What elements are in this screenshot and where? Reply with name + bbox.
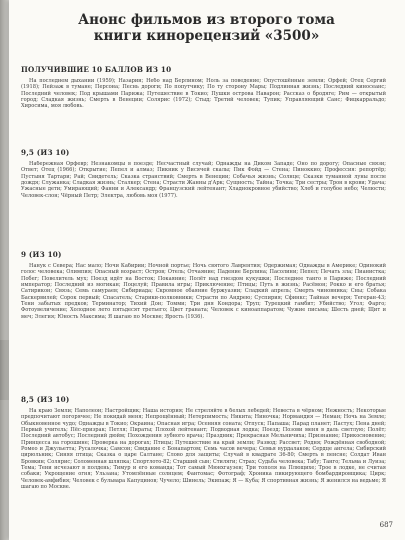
section-text-9-5: Набережная Орфевр; Незнакомцы в поезде; Несчастный случай; Однажды на Диком Западе; Оно по дорогу; Опасные связи; Ответ; Отец (1966); Открытие; Пепел и алмаз; Пикник у Висячей скалы; Пик Фойд — Стена; Пиноккио; Профессия: репортёр; Пустыня Тартари; Рай; Свидетель; Сказка странствий; Смерть в Венеции; Собачья жизнь; Солнце; Сказки туманной луны после дождя; Служанка; Сладкая жизнь; Сталкер; Стена; Страсти Жанны д'Арк; Сущность; Тайна; Точка; Три сестры; Трон в крови; Удача; Ужасные дети; Умирающий; Фанни и Александр; Французский лейтенант; Хладнокровное убийство; Хлеб и голубое небо; Челюсти; Человек-слон; Чёрный Петр; Электра, любовь моя (1977).: [21, 161, 386, 199]
section-heading-9: 9 (ИЗ 10): [21, 250, 62, 259]
section-heading-8-5: 8,5 (ИЗ 10): [21, 395, 70, 404]
section-heading-9-5: 9,5 (ИЗ 10): [21, 148, 70, 157]
section-text-9: Нанук с Севера; Нас мало; Ночи Кабирии; Ночной портье; Ночь святого Лаврентия; Одержимая; Однажды в Америке; Одинокий голос человека; Олимпия; Опасный возраст; Остров; Отель; Отчаяние; Падение Берлина; Пасолини; Пепел; Печать зла; Пианистка; Побег; Повелитель мух; Поезд идёт на Восток; Покаяние; Полёт над гнездом кукушки; Последнее танго в Париже; Последний император; Последний из могикан; Поцелуй; Правила игры; Приключение; Птицы; Путь в жизнь; Расёмон; Рокко и его братья; Сатирикон; Связь; Семь самураев; Сибириада; Скромное обаяние буржуазии; Сладкий апрель; Смерть чиновника; Сны; Собака Баскервилей; Сорок первый; Спасатель; Старики-полковники; Страсти по Андрею; Суспирия; Сфинкс; Тайная вечеря; Тегеран-43; Тени забытых предков; Терминатор; Тихий Дон; Томми; Три дня Кондора; Труп; Турецкий гамбит; Убийство; Угол; Фарго; Фотоувеличение; Холодное лето пятьдесят третьего; Цвет граната; Человек с киноаппаратом; Чужие письма; Шесть дней; Щит и меч; Элегия; Юность Максима; Я шагаю по Москве; Ярость (1936).: [21, 263, 386, 320]
book-binding: [0, 340, 9, 400]
title-line-2: книги кинорецензий «3500»: [93, 28, 320, 44]
page-title: [34, 12, 379, 44]
page-number: 687: [379, 521, 393, 529]
book-gutter: [0, 0, 9, 540]
title-line-1: Анонс фильмов из второго тома: [78, 12, 335, 28]
section-text-8-5: На краю Земли; Наполеон; Настройщик; Наша история; Не стреляйте в белых лебедей; Невеста в чёрном; Нежность; Некоторые предпочитают погорячее; Не покидай меня; Непрощённый; Нетерпимость; Никита; Ниночка; Нормандия — Неман; Ночь на Земле; Обыкновенное чудо; Однажды в Токио; Окраина; Опасная игра; Осенняя соната; Отпуск; Папаша; Парад планет; Пастух; Пена дней; Первый учитель; Пёс-призрак; Петля; Пираты; Плохой лейтенант; Подводная лодка; Поезд; Позови меня в даль светлую; Полёт; Последний автобус; Последний дюйм; Похождения зубного врача; Праздник; Прекрасная Мельничиха; Признание; Прикосновение; Принцесса на горошине; Проверка на дорогах; Птицы; Путешествие на край земли; Развод; Рассвет; Родня; Рождённая свободной; Ромео и Джульетта; Русалочка; Самсон; Свидание с Бонапартом; Семь часов вечера; Семья вурдалаков; Сердце ангела; Сибирский цирюльник; Синяя птица; Сказка о царе Салтане; Слово для защиты; Случай в квадрате 36-80; Смерть в пенсне; Солдат Иван Бровкин; Солярис; Соломенная шляпка; Спортлото-82; Старший сын; Стиляги; Страх; Судьба человека; Табу; Танго; Тельма и Луиза; Тема; Тени исчезают в полдень; Тимур и его команда; Тот самый Мюнхгаузен; Три тополя на Плющихе; Трое в лодке, не считая собаки; Укрощение огня; Ульзана; Утомлённые солнцем; Фантомас; Фотограф; Хроника пикирующего бомбардировщика; Цирк; Человек-амфибия; Человек с бульвара Капуцинов; Чучело; Шинель; Экипаж; Я — Куба; Я спортивная жизнь; Я женился на ведьме; Я шагаю по Москве.: [21, 408, 386, 491]
section-text-10: На последнем дыхании (1959); Назарин; Небо над Берлином; Ноль за поведение; Опустошённые земли; Орфей; Отец Сергий (1918); Пейзаж в тумане; Персона; Песнь дороги; По попутчику; По ту сторону Мары; Подлинная жизнь; Последний киносеанс; Последний человек; Под крышами Парижа; Путешествие в Токио; Пушки острова Наварон; Рассказ о бродяге; Рим — открытый город; Сладкая жизнь; Смерть в Венеции; Солярис (1972); Стыд; Третий человек; Тупик; Управляющий Санс; Фицкарральдо; Хиросима, моя любовь.: [21, 78, 386, 110]
section-heading-10: ПОЛУЧИВШИЕ 10 БАЛЛОВ ИЗ 10: [21, 65, 172, 74]
